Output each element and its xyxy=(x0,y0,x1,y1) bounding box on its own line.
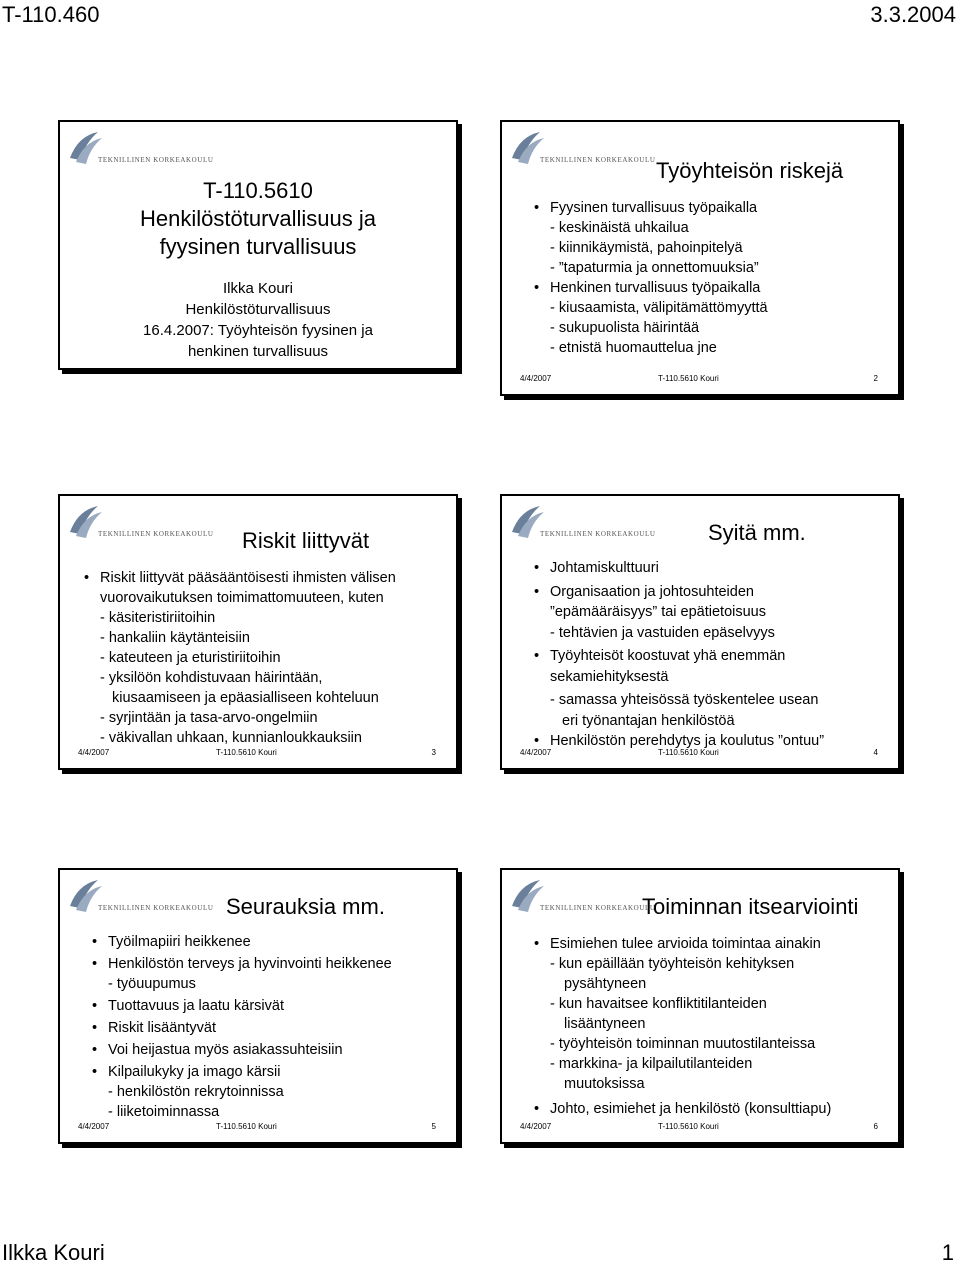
slide-number: 6 xyxy=(873,1122,878,1131)
slide-4 xyxy=(500,494,900,770)
slide-5 xyxy=(58,868,458,1144)
bullet-item: • Henkinen turvallisuus työpaikalla xyxy=(530,278,768,298)
bullet-item: • Johtamiskulttuuri xyxy=(530,558,824,579)
page-header-right: 3.3.2004 xyxy=(870,2,956,27)
sub-item: vuorovaikutuksen toimimattomuuteen, kuten xyxy=(100,590,384,606)
sub-item: - väkivallan uhkaan, kunnianloukkauksiin xyxy=(100,730,362,746)
slide-date: 4/4/2007 xyxy=(520,374,552,383)
sub-item: eri työnantajan henkilöstöä xyxy=(562,712,735,729)
sub-item: - käsiteristiriitoihin xyxy=(100,610,216,626)
slide-date: 4/4/2007 xyxy=(520,1122,552,1131)
sub-item: lisääntyneen xyxy=(564,1016,646,1032)
logo-icon xyxy=(68,502,108,542)
logo-text: TEKNILLINEN KORKEAKOULU xyxy=(98,156,214,164)
sub-item: - ”tapaturmia ja onnettomuuksia” xyxy=(550,260,759,276)
bullet-item: • Työilmapiiri heikkenee xyxy=(88,932,392,952)
slide-course: T-110.5610 Kouri xyxy=(658,748,719,757)
sub-item: muutoksissa xyxy=(564,1076,645,1092)
sub-item: - kun epäillään työyhteisön kehityksen xyxy=(550,956,795,972)
course-title-line1: Henkilöstöturvallisuus ja xyxy=(140,206,376,231)
sub-item: - keskinäistä uhkailua xyxy=(550,220,689,236)
logo-text: TEKNILLINEN KORKEAKOULU xyxy=(540,904,656,912)
university-logo xyxy=(510,128,656,168)
slide-number: 2 xyxy=(873,374,878,383)
bullet-item: • Esimiehen tulee arvioida toimintaa ainakin xyxy=(530,934,831,954)
slide-date: 4/4/2007 xyxy=(78,748,110,757)
logo-icon xyxy=(510,876,550,916)
bullet-item: • Fyysinen turvallisuus työpaikalla xyxy=(530,198,768,218)
logo-text: TEKNILLINEN KORKEAKOULU xyxy=(540,530,656,538)
slide-date: 4/4/2007 xyxy=(78,1122,110,1131)
university-logo xyxy=(68,502,214,542)
sub-item: - sukupuolista häirintää xyxy=(550,320,700,336)
bullet-item: • Kilpailukyky ja imago kärsii xyxy=(88,1062,392,1082)
sub-item: ”epämääräisyys” tai epätietoisuus xyxy=(550,604,766,620)
bullet-item: • Riskit lisääntyvät xyxy=(88,1018,392,1038)
sub-item: - yksilöön kohdistuvaan häirintään, xyxy=(100,670,323,686)
logo-icon xyxy=(510,128,550,168)
sub-item: - liiketoiminnassa xyxy=(108,1104,220,1120)
slide-bullets xyxy=(530,558,824,752)
session-line1: 16.4.2007: Työyhteisön fyysinen ja xyxy=(143,322,373,339)
logo-icon xyxy=(68,128,108,168)
logo-icon xyxy=(68,876,108,916)
page-number: 1 xyxy=(941,1240,954,1265)
slide-course: T-110.5610 Kouri xyxy=(216,748,277,757)
slide-footer xyxy=(78,748,436,758)
slide-number: 5 xyxy=(431,1122,436,1131)
course-title-line2: fyysinen turvallisuus xyxy=(159,234,357,259)
bullet-item: • Johto, esimiehet ja henkilöstö (konsulttiapu) xyxy=(530,1099,831,1119)
sub-item: - etnistä huomauttelua jne xyxy=(550,340,717,356)
slide-bullets xyxy=(530,198,768,358)
sub-item: - hankaliin käytänteisiin xyxy=(100,630,250,646)
slide-3 xyxy=(58,494,458,770)
sub-item: kiusaamiseen ja epäasialliseen kohteluun xyxy=(112,690,379,706)
sub-item: - tehtävien ja vastuiden epäselvyys xyxy=(550,624,775,641)
slide-title: Riskit liittyvät xyxy=(242,528,370,553)
slide-course: T-110.5610 Kouri xyxy=(216,1122,277,1131)
bullet-item: • Tuottavuus ja laatu kärsivät xyxy=(88,996,392,1016)
author-name: Ilkka Kouri xyxy=(222,280,294,297)
slide-title: Seurauksia mm. xyxy=(226,894,385,919)
slide-bullets xyxy=(88,932,392,1122)
sub-item: - henkilöstön rekrytoinnissa xyxy=(108,1084,284,1100)
session-line2: henkinen turvallisuus xyxy=(187,343,329,360)
slide-bullets xyxy=(530,934,831,1119)
logo-text: TEKNILLINEN KORKEAKOULU xyxy=(98,530,214,538)
page-header-left: T-110.460 xyxy=(2,2,100,27)
sub-item: - työyhteisön toiminnan muutostilanteissa xyxy=(550,1036,816,1052)
bullet-item: • Organisaation ja johtosuhteiden xyxy=(530,582,824,603)
university-logo xyxy=(510,502,656,542)
slide-footer xyxy=(520,374,878,384)
sub-item: - syrjintään ja tasa-arvo-ongelmiin xyxy=(100,710,318,726)
author-role: Henkilöstöturvallisuus xyxy=(185,301,331,318)
slide-number: 4 xyxy=(873,748,878,757)
slide-course: T-110.5610 Kouri xyxy=(658,1122,719,1131)
slide-course: T-110.5610 Kouri xyxy=(658,374,719,383)
slide-1 xyxy=(58,120,458,370)
slide-title: Syitä mm. xyxy=(708,520,806,545)
university-logo xyxy=(510,876,656,916)
slide-footer xyxy=(78,1122,436,1132)
university-logo xyxy=(68,128,214,168)
course-code: T-110.5610 xyxy=(203,178,313,203)
sub-item: pysähtyneen xyxy=(564,976,647,992)
sub-item: - samassa yhteisössä työskentelee usean xyxy=(550,692,819,708)
slide-title: Toiminnan itsearviointi xyxy=(642,894,859,919)
bullet-item: • Riskit liittyvät pääsääntöisesti ihmisten välisen xyxy=(80,568,396,588)
bullet-item: • Työyhteisöt koostuvat yhä enemmän xyxy=(530,646,824,667)
university-logo xyxy=(68,876,214,916)
sub-item: - työuupumus xyxy=(108,976,196,992)
logo-text: TEKNILLINEN KORKEAKOULU xyxy=(98,904,214,912)
logo-icon xyxy=(510,502,550,542)
sub-item: - kiinnikäymistä, pahoinpitelyä xyxy=(550,240,743,256)
bullet-item: • Henkilöstön terveys ja hyvinvointi heikkenee xyxy=(88,954,392,974)
slide-6 xyxy=(500,868,900,1144)
logo-text: TEKNILLINEN KORKEAKOULU xyxy=(540,156,656,164)
sub-item: sekamiehityksestä xyxy=(550,668,669,685)
sub-item: - markkina- ja kilpailutilanteiden xyxy=(550,1056,753,1072)
bullet-item: • Voi heijastua myös asiakassuhteisiin xyxy=(88,1040,392,1060)
slide-bullets xyxy=(80,568,396,748)
sub-item: - kateuteen ja eturistiriitoihin xyxy=(100,650,281,666)
sub-item: - kiusaamista, välipitämättömyyttä xyxy=(550,300,768,316)
slide-footer xyxy=(520,1122,878,1132)
bullet-item: • Henkilöstön perehdytys ja koulutus ”ontuu” xyxy=(530,731,824,752)
slide-date: 4/4/2007 xyxy=(520,748,552,757)
slide-title: Työyhteisön riskejä xyxy=(656,158,844,183)
slide-number: 3 xyxy=(431,748,436,757)
page-footer-author: Ilkka Kouri xyxy=(2,1240,105,1265)
sub-item: - kun havaitsee konfliktitilanteiden xyxy=(550,996,767,1012)
slide-2 xyxy=(500,120,900,396)
slide-footer xyxy=(520,748,878,758)
